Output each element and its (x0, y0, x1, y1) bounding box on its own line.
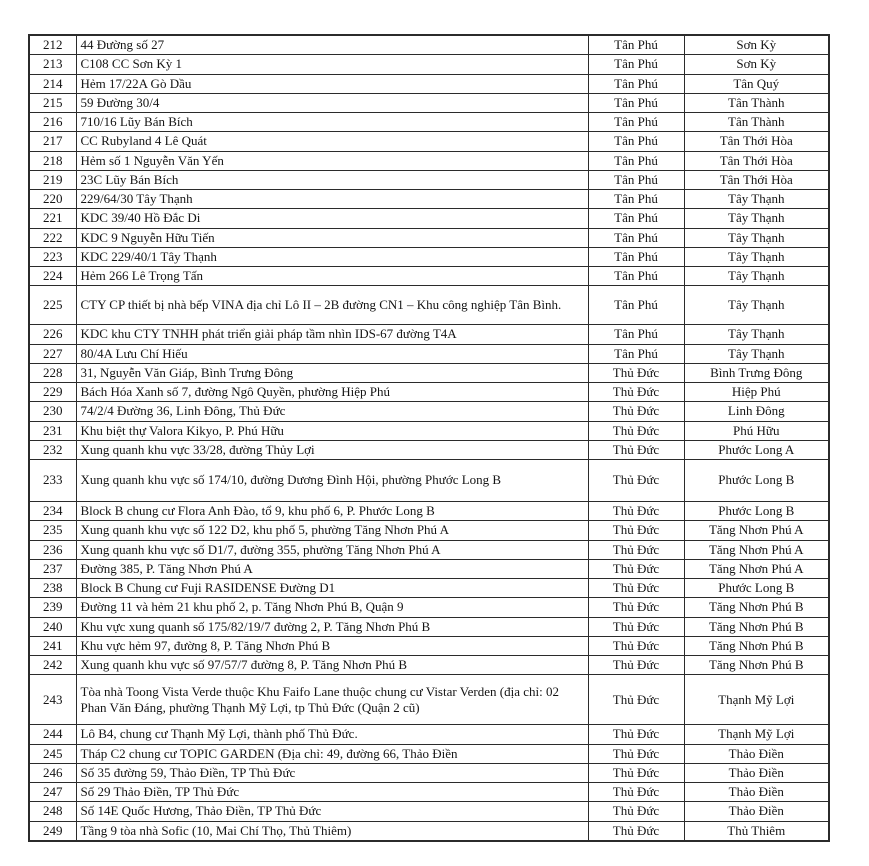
district-cell: Thủ Đức (588, 783, 684, 802)
address-cell: Block B chung cư Flora Anh Đào, tổ 9, khu phố 6, P. Phước Long B (76, 502, 588, 521)
ward-cell: Tăng Nhơn Phú A (684, 559, 829, 578)
address-cell: 44 Đường số 27 (76, 35, 588, 55)
table-row (29, 744, 829, 763)
table-row (29, 363, 829, 382)
district-cell: Tân Phú (588, 344, 684, 363)
address-cell: KDC 229/40/1 Tây Thạnh (76, 247, 588, 266)
district-cell: Thủ Đức (588, 617, 684, 636)
table-row (29, 170, 829, 189)
ward-cell: Tăng Nhơn Phú B (684, 598, 829, 617)
ward-cell: Phước Long B (684, 502, 829, 521)
ward-cell: Thạnh Mỹ Lợi (684, 725, 829, 744)
table-row (29, 559, 829, 578)
row-number-cell: 245 (29, 744, 76, 763)
district-cell: Thủ Đức (588, 636, 684, 655)
row-number-cell: 227 (29, 344, 76, 363)
district-cell: Thủ Đức (588, 763, 684, 782)
row-number-cell: 212 (29, 35, 76, 55)
address-cell: CTY CP thiết bị nhà bếp VINA địa chỉ Lô II – 2B đường CN1 – Khu công nghiệp Tân Bình. (76, 286, 588, 325)
address-cell: Khu vực hẻm 97, đường 8, P. Tăng Nhơn Phú B (76, 636, 588, 655)
row-number-cell: 214 (29, 74, 76, 93)
row-number-cell: 226 (29, 325, 76, 344)
table-row (29, 460, 829, 502)
row-number-cell: 230 (29, 402, 76, 421)
ward-cell: Tân Thới Hòa (684, 170, 829, 189)
ward-cell: Tân Thành (684, 113, 829, 132)
district-cell: Tân Phú (588, 151, 684, 170)
address-cell: C108 CC Sơn Kỳ 1 (76, 55, 588, 74)
district-cell: Thủ Đức (588, 502, 684, 521)
row-number-cell: 228 (29, 363, 76, 382)
row-number-cell: 225 (29, 286, 76, 325)
row-number-cell: 217 (29, 132, 76, 151)
address-cell: KDC khu CTY TNHH phát triển giải pháp tầm nhìn IDS-67 đường T4A (76, 325, 588, 344)
address-cell: Hẻm 17/22A Gò Dầu (76, 74, 588, 93)
row-number-cell: 241 (29, 636, 76, 655)
ward-cell: Thủ Thiêm (684, 821, 829, 841)
ward-cell: Tây Thạnh (684, 209, 829, 228)
ward-cell: Bình Trưng Đông (684, 363, 829, 382)
district-cell: Thủ Đức (588, 675, 684, 725)
table-row (29, 267, 829, 286)
ward-cell: Tây Thạnh (684, 286, 829, 325)
address-cell: Khu biệt thự Valora Kikyo, P. Phú Hữu (76, 421, 588, 440)
ward-cell: Phước Long A (684, 440, 829, 459)
ward-cell: Tăng Nhơn Phú A (684, 521, 829, 540)
address-cell: Xung quanh khu vực số 122 D2, khu phố 5, phường Tăng Nhơn Phú A (76, 521, 588, 540)
row-number-cell: 246 (29, 763, 76, 782)
ward-cell: Tăng Nhơn Phú B (684, 617, 829, 636)
row-number-cell: 223 (29, 247, 76, 266)
address-cell: 710/16 Lũy Bán Bích (76, 113, 588, 132)
address-cell: Xung quanh khu vực số 174/10, đường Dương Đình Hội, phường Phước Long B (76, 460, 588, 502)
district-cell: Tân Phú (588, 132, 684, 151)
address-cell: 23C Lũy Bán Bích (76, 170, 588, 189)
district-cell: Thủ Đức (588, 383, 684, 402)
row-number-cell: 240 (29, 617, 76, 636)
district-cell: Thủ Đức (588, 363, 684, 382)
ward-cell: Tây Thạnh (684, 344, 829, 363)
district-cell: Thủ Đức (588, 744, 684, 763)
table-row (29, 763, 829, 782)
district-cell: Tân Phú (588, 170, 684, 189)
address-cell: Bách Hóa Xanh số 7, đường Ngô Quyền, phường Hiệp Phú (76, 383, 588, 402)
ward-cell: Phú Hữu (684, 421, 829, 440)
row-number-cell: 239 (29, 598, 76, 617)
row-number-cell: 242 (29, 656, 76, 675)
row-number-cell: 249 (29, 821, 76, 841)
row-number-cell: 219 (29, 170, 76, 189)
district-cell: Thủ Đức (588, 802, 684, 821)
ward-cell: Sơn Kỳ (684, 55, 829, 74)
table-row (29, 421, 829, 440)
address-table-body (29, 35, 829, 841)
address-cell: Hẻm 266 Lê Trọng Tấn (76, 267, 588, 286)
row-number-cell: 222 (29, 228, 76, 247)
ward-cell: Thảo Điền (684, 783, 829, 802)
address-cell: Khu vực xung quanh số 175/82/19/7 đường 2, P. Tăng Nhơn Phú B (76, 617, 588, 636)
address-cell: KDC 39/40 Hồ Đắc Di (76, 209, 588, 228)
row-number-cell: 248 (29, 802, 76, 821)
table-row (29, 521, 829, 540)
table-row (29, 344, 829, 363)
row-number-cell: 237 (29, 559, 76, 578)
ward-cell: Tăng Nhơn Phú B (684, 656, 829, 675)
district-cell: Thủ Đức (588, 579, 684, 598)
district-cell: Tân Phú (588, 113, 684, 132)
district-cell: Tân Phú (588, 286, 684, 325)
address-cell: 31, Nguyễn Văn Giáp, Bình Trưng Đông (76, 363, 588, 382)
district-cell: Tân Phú (588, 247, 684, 266)
table-row (29, 132, 829, 151)
address-cell: Đường 11 và hẻm 21 khu phố 2, p. Tăng Nhơn Phú B, Quận 9 (76, 598, 588, 617)
ward-cell: Sơn Kỳ (684, 35, 829, 55)
row-number-cell: 213 (29, 55, 76, 74)
ward-cell: Tân Thới Hòa (684, 151, 829, 170)
address-cell: Block B Chung cư Fuji RASIDENSE Đường D1 (76, 579, 588, 598)
district-cell: Thủ Đức (588, 421, 684, 440)
ward-cell: Tân Thành (684, 93, 829, 112)
table-row (29, 247, 829, 266)
address-table (28, 34, 830, 842)
row-number-cell: 216 (29, 113, 76, 132)
table-row (29, 113, 829, 132)
address-cell: Lô B4, chung cư Thạnh Mỹ Lợi, thành phố Thủ Đức. (76, 725, 588, 744)
table-row (29, 74, 829, 93)
ward-cell: Tây Thạnh (684, 325, 829, 344)
address-cell: Đường 385, P. Tăng Nhơn Phú A (76, 559, 588, 578)
table-row (29, 636, 829, 655)
ward-cell: Tây Thạnh (684, 247, 829, 266)
table-row (29, 440, 829, 459)
district-cell: Thủ Đức (588, 821, 684, 841)
address-table-container (28, 34, 830, 842)
row-number-cell: 235 (29, 521, 76, 540)
table-row (29, 325, 829, 344)
ward-cell: Tây Thạnh (684, 190, 829, 209)
ward-cell: Tăng Nhơn Phú B (684, 636, 829, 655)
ward-cell: Phước Long B (684, 460, 829, 502)
address-cell: 80/4A Lưu Chí Hiếu (76, 344, 588, 363)
district-cell: Tân Phú (588, 93, 684, 112)
table-row (29, 540, 829, 559)
ward-cell: Thảo Điền (684, 802, 829, 821)
row-number-cell: 221 (29, 209, 76, 228)
address-cell: Số 35 đường 59, Thảo Điền, TP Thủ Đức (76, 763, 588, 782)
address-cell: 59 Đường 30/4 (76, 93, 588, 112)
district-cell: Thủ Đức (588, 402, 684, 421)
row-number-cell: 234 (29, 502, 76, 521)
district-cell: Tân Phú (588, 74, 684, 93)
ward-cell: Thạnh Mỹ Lợi (684, 675, 829, 725)
address-cell: Tòa nhà Toong Vista Verde thuộc Khu Faifo Lane thuộc chung cư Vistar Verden (địa chỉ: 02 Phan Văn Đáng, phường Thạnh Mỹ Lợi, tp Thủ Đức (Quận 2 cũ) (76, 675, 588, 725)
table-row (29, 656, 829, 675)
district-cell: Thủ Đức (588, 460, 684, 502)
table-row (29, 55, 829, 74)
district-cell: Tân Phú (588, 190, 684, 209)
row-number-cell: 238 (29, 579, 76, 598)
table-row (29, 190, 829, 209)
address-cell: Số 29 Thảo Điền, TP Thủ Đức (76, 783, 588, 802)
ward-cell: Linh Đông (684, 402, 829, 421)
row-number-cell: 236 (29, 540, 76, 559)
table-row (29, 579, 829, 598)
table-row (29, 286, 829, 325)
table-row (29, 675, 829, 725)
ward-cell: Tân Quý (684, 74, 829, 93)
table-row (29, 35, 829, 55)
table-row (29, 228, 829, 247)
table-row (29, 802, 829, 821)
address-cell: Xung quanh khu vực số 97/57/7 đường 8, P. Tăng Nhơn Phú B (76, 656, 588, 675)
row-number-cell: 232 (29, 440, 76, 459)
row-number-cell: 218 (29, 151, 76, 170)
address-cell: Hẻm số 1 Nguyễn Văn Yến (76, 151, 588, 170)
ward-cell: Tây Thạnh (684, 228, 829, 247)
address-cell: KDC 9 Nguyễn Hữu Tiến (76, 228, 588, 247)
address-cell: 74/2/4 Đường 36, Linh Đông, Thủ Đức (76, 402, 588, 421)
ward-cell: Hiệp Phú (684, 383, 829, 402)
district-cell: Tân Phú (588, 209, 684, 228)
district-cell: Thủ Đức (588, 540, 684, 559)
table-row (29, 502, 829, 521)
row-number-cell: 244 (29, 725, 76, 744)
table-row (29, 598, 829, 617)
address-cell: Tháp C2 chung cư TOPIC GARDEN (Địa chỉ: 49, đường 66, Thảo Điền (76, 744, 588, 763)
row-number-cell: 229 (29, 383, 76, 402)
row-number-cell: 220 (29, 190, 76, 209)
table-row (29, 93, 829, 112)
table-row (29, 617, 829, 636)
address-cell: Số 14E Quốc Hương, Thảo Điền, TP Thủ Đức (76, 802, 588, 821)
address-cell: Xung quanh khu vực 33/28, đường Thủy Lợi (76, 440, 588, 459)
ward-cell: Tây Thạnh (684, 267, 829, 286)
ward-cell: Thảo Điền (684, 763, 829, 782)
district-cell: Tân Phú (588, 325, 684, 344)
ward-cell: Thảo Điền (684, 744, 829, 763)
table-row (29, 209, 829, 228)
district-cell: Thủ Đức (588, 559, 684, 578)
district-cell: Thủ Đức (588, 656, 684, 675)
ward-cell: Phước Long B (684, 579, 829, 598)
district-cell: Thủ Đức (588, 440, 684, 459)
row-number-cell: 215 (29, 93, 76, 112)
table-row (29, 151, 829, 170)
district-cell: Thủ Đức (588, 598, 684, 617)
ward-cell: Tân Thới Hòa (684, 132, 829, 151)
district-cell: Thủ Đức (588, 521, 684, 540)
address-cell: Tầng 9 tòa nhà Sofic (10, Mai Chí Thọ, Thủ Thiêm) (76, 821, 588, 841)
table-row (29, 821, 829, 841)
district-cell: Tân Phú (588, 35, 684, 55)
row-number-cell: 247 (29, 783, 76, 802)
address-cell: CC Rubyland 4 Lê Quát (76, 132, 588, 151)
district-cell: Tân Phú (588, 267, 684, 286)
address-cell: 229/64/30 Tây Thạnh (76, 190, 588, 209)
row-number-cell: 233 (29, 460, 76, 502)
table-row (29, 725, 829, 744)
ward-cell: Tăng Nhơn Phú A (684, 540, 829, 559)
district-cell: Tân Phú (588, 228, 684, 247)
table-row (29, 383, 829, 402)
row-number-cell: 224 (29, 267, 76, 286)
table-row (29, 783, 829, 802)
row-number-cell: 243 (29, 675, 76, 725)
row-number-cell: 231 (29, 421, 76, 440)
table-row (29, 402, 829, 421)
address-cell: Xung quanh khu vực số D1/7, đường 355, phường Tăng Nhơn Phú A (76, 540, 588, 559)
district-cell: Tân Phú (588, 55, 684, 74)
district-cell: Thủ Đức (588, 725, 684, 744)
